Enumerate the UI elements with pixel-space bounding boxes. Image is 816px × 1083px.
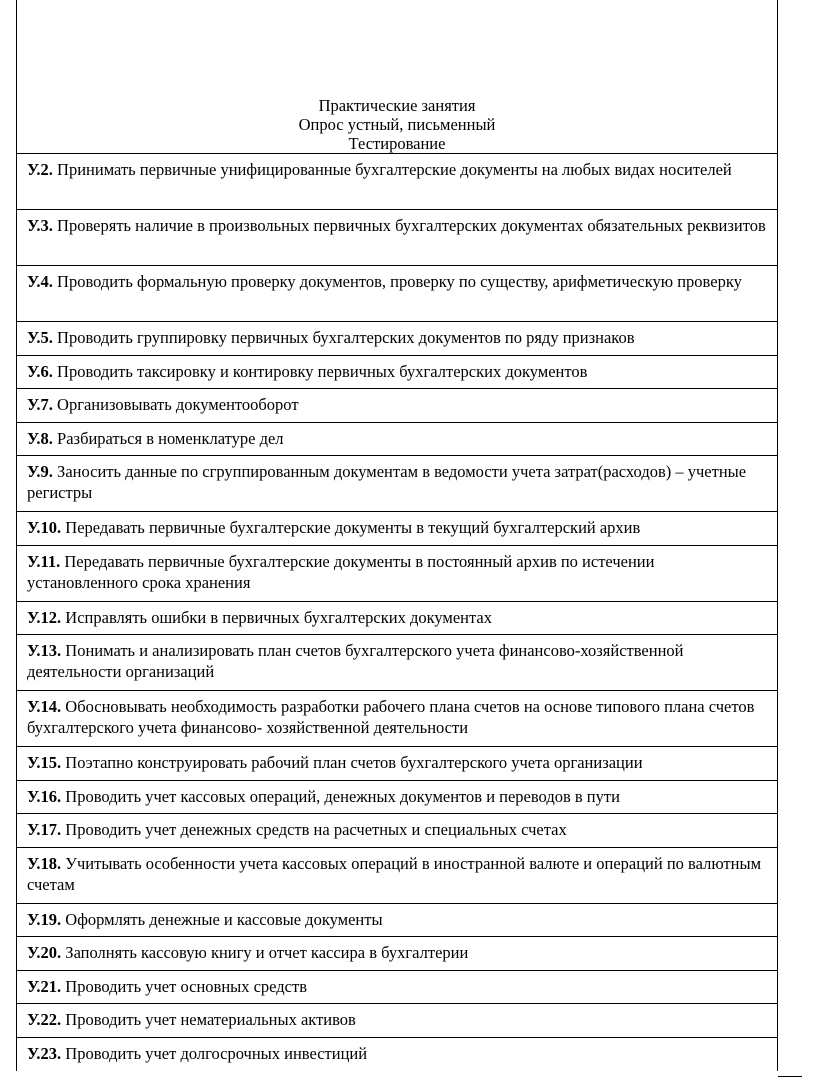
table-row bbox=[17, 904, 777, 938]
table-row bbox=[17, 322, 777, 356]
row-text: Проводить группировку первичных бухгалтерских документов по ряду признаков bbox=[52, 328, 635, 347]
table-header-cell bbox=[17, 0, 777, 154]
table-bottom-rule bbox=[778, 1076, 802, 1077]
row-text: Проводить таксировку и контировку первичных бухгалтерских документов bbox=[52, 361, 588, 381]
table-row bbox=[17, 389, 777, 423]
row-code: У.12. bbox=[27, 607, 62, 627]
table-row bbox=[17, 1004, 777, 1038]
row-text: Понимать и анализировать план счетов бухгалтерского учета финансово-хозяйственной деятельности организаций bbox=[27, 641, 684, 681]
row-text: Оформлять денежные и кассовые документы bbox=[61, 909, 383, 929]
header-line-survey: Опрос устный, письменный bbox=[298, 115, 496, 134]
row-code: У.23. bbox=[27, 1043, 62, 1063]
row-text: Исправлять ошибки в первичных бухгалтерских документах bbox=[61, 607, 492, 627]
header-line-practical: Практические занятия bbox=[318, 96, 476, 115]
row-code: У.22. bbox=[27, 1010, 62, 1029]
skills-table bbox=[16, 0, 778, 1071]
table-row bbox=[17, 747, 777, 781]
table-row bbox=[17, 937, 777, 971]
row-text: Передавать первичные бухгалтерские документы в текущий бухгалтерский архив bbox=[61, 518, 641, 537]
row-text: Проводить учет основных средств bbox=[61, 976, 308, 996]
table-row bbox=[17, 1038, 777, 1072]
table-row bbox=[17, 602, 777, 636]
table-row bbox=[17, 210, 777, 266]
table-row bbox=[17, 546, 777, 602]
row-code: У.14. bbox=[27, 697, 62, 716]
table-row bbox=[17, 781, 777, 815]
row-text: Заполнять кассовую книгу и отчет кассира в бухгалтерии bbox=[61, 943, 469, 962]
row-code: У.6. bbox=[27, 361, 53, 381]
row-code: У.7. bbox=[27, 395, 53, 414]
row-code: У.3. bbox=[27, 216, 53, 235]
header-line-testing: Тестирование bbox=[348, 134, 446, 153]
row-code: У.13. bbox=[27, 641, 62, 660]
row-code: У.21. bbox=[27, 976, 62, 996]
row-text: Заносить данные по сгруппированным документам в ведомости учета затрат(расходов) – учетные регистры bbox=[27, 462, 747, 502]
table-row bbox=[17, 971, 777, 1005]
row-code: У.8. bbox=[27, 428, 53, 448]
row-text: Проводить формальную проверку документов, проверку по существу, арифметическую проверку bbox=[52, 272, 742, 291]
row-text: Поэтапно конструировать рабочий план счетов бухгалтерского учета организации bbox=[61, 753, 643, 772]
table-row bbox=[17, 848, 777, 904]
table-row bbox=[17, 456, 777, 512]
row-text: Обосновывать необходимость разработки рабочего плана счетов на основе типового плана счетов бухгалтерского учета финансово- хозяйственной деятельности bbox=[27, 697, 755, 737]
row-code: У.10. bbox=[27, 518, 62, 537]
row-text: Проводить учет долгосрочных инвестиций bbox=[61, 1043, 368, 1063]
row-code: У.18. bbox=[27, 853, 62, 873]
row-text: Учитывать особенности учета кассовых операций в иностранной валюте и операций по валютным счетам bbox=[27, 853, 762, 894]
table-row bbox=[17, 266, 777, 322]
table-row bbox=[17, 635, 777, 691]
row-code: У.20. bbox=[27, 943, 62, 962]
row-code: У.16. bbox=[27, 786, 62, 806]
row-text: Организовывать документооборот bbox=[52, 395, 299, 414]
row-text: Принимать первичные унифицированные бухгалтерские документы на любых видах носителей bbox=[52, 160, 732, 179]
table-row bbox=[17, 356, 777, 390]
row-code: У.4. bbox=[27, 272, 53, 291]
table-row bbox=[17, 154, 777, 210]
row-code: У.2. bbox=[27, 160, 53, 179]
table-row bbox=[17, 512, 777, 546]
row-code: У.5. bbox=[27, 328, 53, 347]
table-row bbox=[17, 691, 777, 747]
row-text: Разбираться в номенклатуре дел bbox=[52, 428, 284, 448]
table-row bbox=[17, 814, 777, 848]
row-text: Проводить учет кассовых операций, денежных документов и переводов в пути bbox=[61, 786, 620, 806]
row-text: Проверять наличие в произвольных первичных бухгалтерских документах обязательных реквизитов bbox=[52, 216, 766, 235]
row-text: Передавать первичные бухгалтерские документы в постоянный архив по истечении установленного срока хранения bbox=[27, 551, 655, 592]
row-text: Проводить учет денежных средств на расчетных и специальных счетах bbox=[61, 820, 567, 839]
row-text: Проводить учет нематериальных активов bbox=[61, 1010, 356, 1029]
row-code: У.15. bbox=[27, 753, 62, 772]
row-code: У.9. bbox=[27, 462, 53, 481]
row-code: У.11. bbox=[27, 551, 61, 571]
table-row bbox=[17, 423, 777, 457]
row-code: У.17. bbox=[27, 820, 62, 839]
row-code: У.19. bbox=[27, 909, 62, 929]
